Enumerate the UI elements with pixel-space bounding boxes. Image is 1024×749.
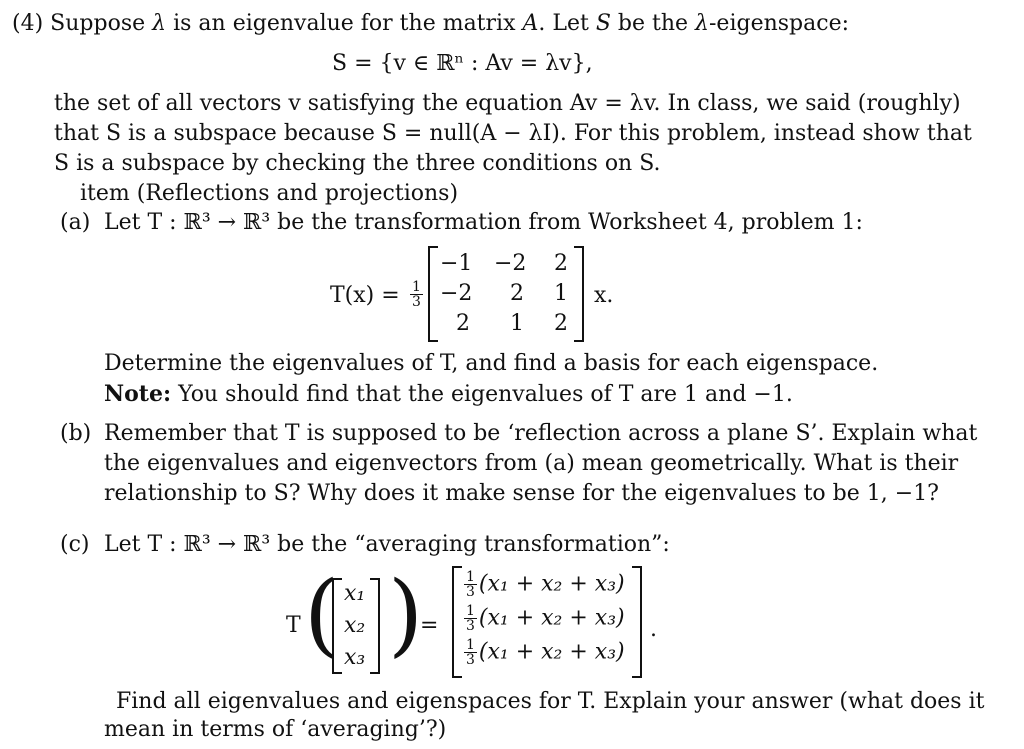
output-right-bracket — [632, 566, 642, 678]
matrix-cell: 1 — [510, 311, 524, 336]
part-c-T: T — [286, 613, 301, 638]
part-b-label: (b) — [60, 421, 92, 446]
intro-line-5: S is a subspace by checking the three conditions on S. — [54, 151, 661, 176]
right-paren: ) — [388, 562, 424, 667]
part-c-find-1: Find all eigenvalues and eigenspaces for T. Explain your answer (what does it — [116, 689, 985, 714]
matrix-left-bracket — [428, 246, 438, 342]
item-line: item (Reflections and projections) — [80, 181, 459, 206]
matrix-cell: 2 — [510, 281, 524, 306]
part-c-find-2: mean in terms of ‘averaging’?) — [104, 717, 447, 742]
input-entry: x₁ — [344, 581, 366, 606]
note-label: Note: — [104, 381, 172, 407]
matrix-cell: −2 — [494, 251, 527, 276]
frac-num: 1 — [412, 279, 421, 295]
intro-mid: is an eigenvalue for the matrix — [173, 11, 516, 36]
matrix-right-bracket — [574, 246, 584, 342]
input-entry: x₂ — [344, 613, 366, 638]
part-a-fraction — [408, 280, 425, 309]
part-b-line-2: the eigenvalues and eigenvectors from (a) mean geometrically. What is their — [104, 451, 959, 476]
lambda-symbol-2: λ — [695, 11, 709, 36]
eigenspace-word: -eigenspace: — [709, 11, 850, 36]
matrix-cell: 2 — [554, 251, 568, 276]
output-left-bracket — [452, 566, 462, 678]
intro-line-3: the set of all vectors v satisfying the equation Av = λv. In class, we said (roughly) — [54, 91, 961, 116]
matrix-cell: −1 — [440, 251, 473, 276]
intro-end: be the — [617, 11, 689, 36]
matrix-cell: −2 — [440, 281, 473, 306]
intro-line-4: that S is a subspace because S = null(A − λI). For this problem, instead show that — [54, 121, 972, 146]
intro-pre: Suppose — [50, 11, 146, 36]
note-text: You should find that the eigenvalues of T are 1 and −1. — [178, 382, 793, 407]
part-a-text: Let T : ℝ³ → ℝ³ be the transformation from Worksheet 4, problem 1: — [104, 210, 863, 235]
intro-post: . Let — [538, 11, 589, 36]
matrix-symbol: A — [522, 11, 539, 36]
output-entry: $\frac{1}{3}$ (x₁ + x₂ + x₃) — [466, 603, 625, 634]
part-b-line-3: relationship to S? Why does it make sense for the eigenvalues to be 1, −1? — [104, 481, 939, 506]
input-right-bracket — [370, 578, 380, 674]
part-c-equals: = — [420, 613, 439, 638]
intro-line — [12, 10, 849, 38]
part-a-note — [104, 380, 793, 409]
frac-den: 3 — [412, 294, 421, 310]
subspace-symbol: S — [595, 11, 611, 36]
output-entry: $\frac{1}{3}$ (x₁ + x₂ + x₃) — [466, 569, 625, 600]
matrix-cell: 1 — [554, 281, 568, 306]
left-paren: ( — [304, 562, 340, 667]
input-entry: x₃ — [344, 645, 366, 670]
part-c-period: . — [650, 617, 657, 642]
set-equation: S = {v ∈ ℝⁿ : Av = λv}, — [332, 51, 593, 76]
part-b-line-1: Remember that T is supposed to be ‘reflection across a plane S’. Explain what — [104, 421, 978, 446]
lambda-symbol: λ — [152, 11, 167, 36]
part-a-determine: Determine the eigenvalues of T, and find a basis for each eigenspace. — [104, 351, 879, 376]
problem-number: (4) — [12, 11, 44, 36]
part-a-label: (a) — [60, 210, 91, 235]
part-c-text: Let T : ℝ³ → ℝ³ be the “averaging transformation”: — [104, 532, 670, 557]
part-a-lhs: T(x) = — [330, 283, 400, 308]
input-left-bracket — [332, 578, 342, 674]
output-entry: $\frac{1}{3}$ (x₁ + x₂ + x₃) — [466, 637, 625, 668]
part-a-rhs: x. — [594, 283, 614, 308]
matrix-cell: 2 — [456, 311, 470, 336]
matrix-cell: 2 — [554, 311, 568, 336]
part-c-label: (c) — [60, 532, 90, 557]
